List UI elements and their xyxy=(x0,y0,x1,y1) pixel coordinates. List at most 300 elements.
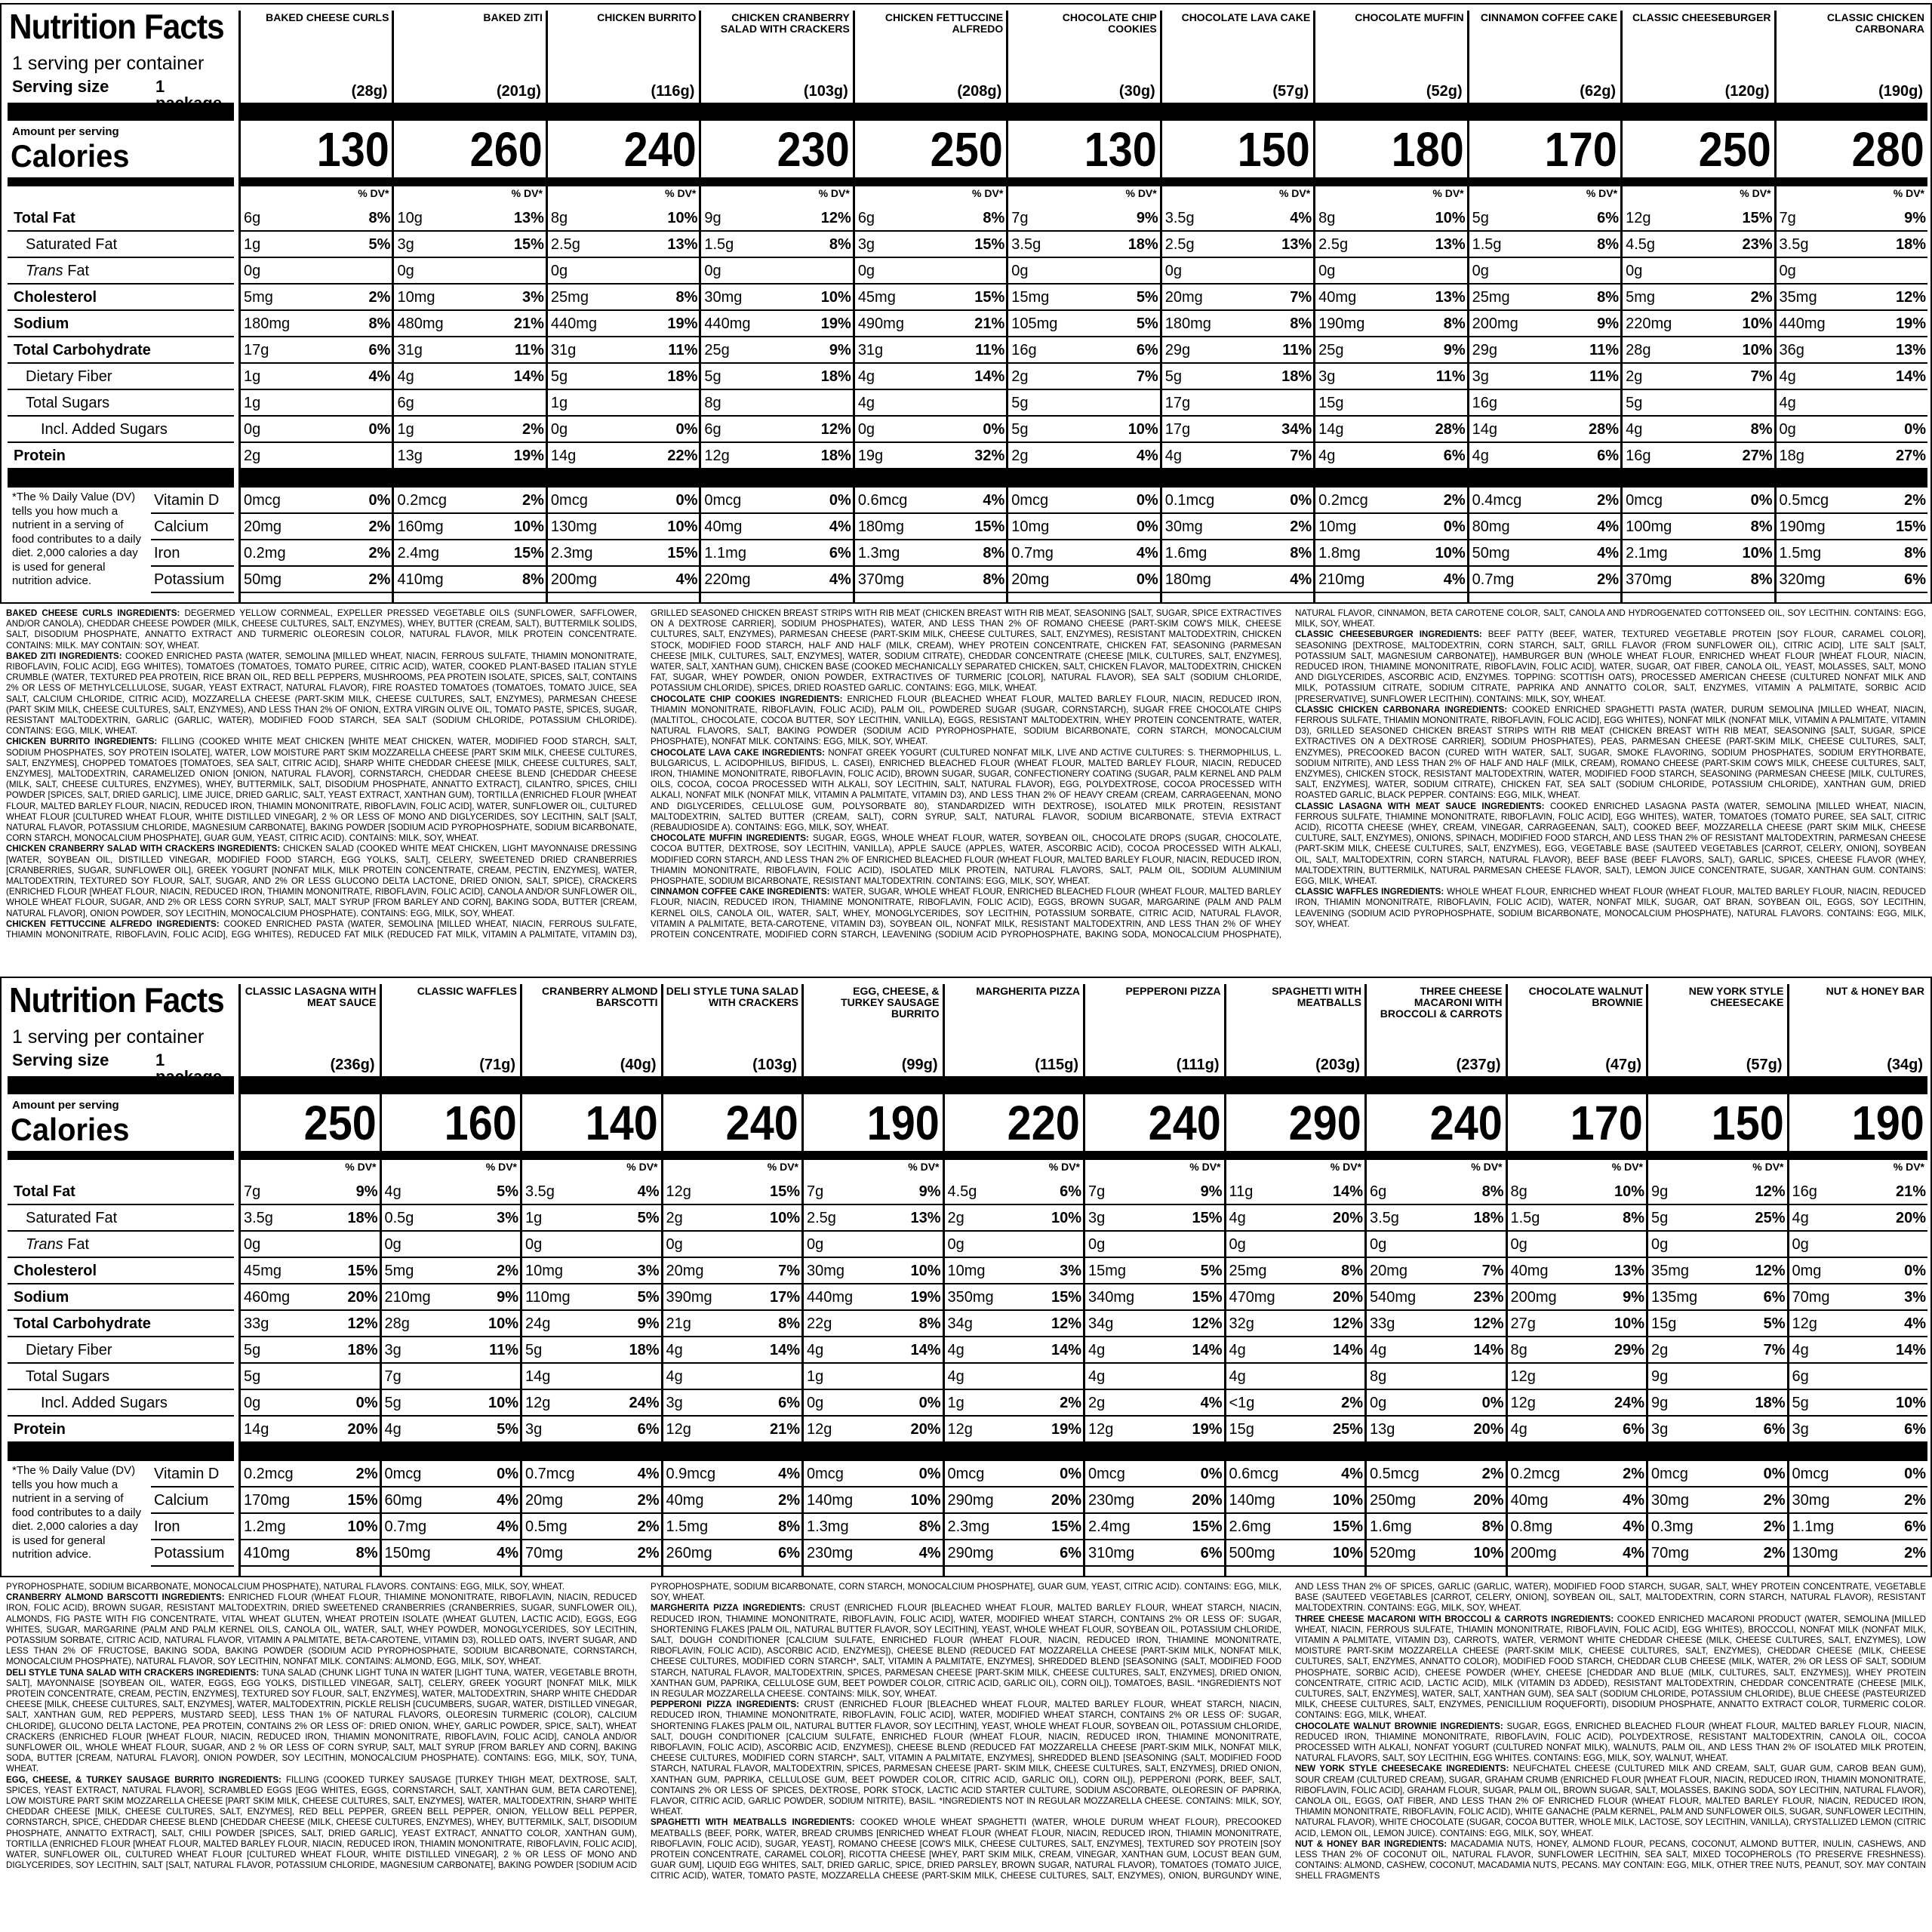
nutrient-value-row xyxy=(1648,1514,1787,1540)
ingredient-paragraph xyxy=(651,833,1281,887)
percent-dv: 12% xyxy=(1473,1315,1504,1332)
serving-weight: (111g) xyxy=(1176,1057,1220,1073)
percent-dv: 13% xyxy=(1435,236,1466,253)
nutrient-value-row xyxy=(1367,1284,1506,1311)
amount: 15g xyxy=(1318,395,1344,411)
nutrient-value-row xyxy=(1226,1232,1365,1258)
vitamin-label: Vitamin D xyxy=(154,1466,220,1482)
percent-dv: 12% xyxy=(820,210,851,226)
percent-dv: 9% xyxy=(1136,210,1158,226)
amount: 5g xyxy=(1626,395,1643,411)
percent-dv: 9% xyxy=(497,1289,518,1306)
product-column xyxy=(1774,11,1927,602)
serving-weight: (99g) xyxy=(901,1057,938,1073)
dv-header: % DV* xyxy=(1048,1161,1080,1173)
product-column xyxy=(1364,984,1506,1576)
amount: 10g xyxy=(397,210,423,226)
percent-dv: 8% xyxy=(983,571,1005,588)
product-name: CHOCOLATE MUFFIN xyxy=(1355,12,1464,23)
nutrient-value-row xyxy=(382,1487,521,1514)
nutrient-value-row xyxy=(945,1514,1084,1540)
nutrient-label: Trans Fat xyxy=(26,1236,90,1253)
nutrient-value-row xyxy=(1789,1337,1928,1364)
percent-dv: 6% xyxy=(1763,1289,1786,1306)
vitamin-label: Calcium xyxy=(154,1492,209,1509)
percent-dv: 2% xyxy=(522,492,544,509)
nutrient-value-row xyxy=(1008,258,1159,285)
nutrient-value-row xyxy=(1008,390,1159,417)
amount: 7g xyxy=(1011,210,1029,226)
percent-dv: 0% xyxy=(675,421,698,438)
nutrient-value-row xyxy=(945,1205,1084,1232)
serving-weight: (57g) xyxy=(1272,83,1309,100)
product-column xyxy=(1646,984,1787,1576)
nutrient-value-row xyxy=(394,417,545,443)
amount: 0.7mg xyxy=(1472,571,1515,588)
amount: 27g xyxy=(1510,1315,1536,1332)
nutrient-value-row xyxy=(663,1461,802,1487)
ingredient-paragraph xyxy=(1295,705,1926,801)
percent-dv: 10% xyxy=(513,518,544,535)
nutrient-value-row xyxy=(1008,540,1159,567)
nutrient-label-row xyxy=(8,1337,234,1364)
nutrient-value-row xyxy=(1162,337,1313,364)
nutrient-label: Incl. Added Sugars xyxy=(41,421,168,438)
amount: 0.2mcg xyxy=(244,1466,294,1482)
percent-dv: 8% xyxy=(983,545,1005,561)
percent-dv: 13% xyxy=(1435,289,1466,306)
nutrient-value-row xyxy=(855,232,1006,258)
dv-header: % DV* xyxy=(626,1161,658,1173)
percent-dv: 10% xyxy=(910,1263,941,1279)
amount: 220mg xyxy=(1626,315,1672,332)
percent-dv: 4% xyxy=(829,518,851,535)
percent-dv: 14% xyxy=(1332,1183,1363,1200)
percent-dv: 3% xyxy=(522,289,544,306)
nutrient-label: Total Fat xyxy=(14,1183,75,1200)
product-column xyxy=(943,984,1084,1576)
amount: 13g xyxy=(1370,1421,1395,1438)
serving-weight: (208g) xyxy=(957,83,1002,100)
ingredient-heading: NUT & HONEY BAR INGREDIENTS: xyxy=(1295,1838,1447,1849)
percent-dv: 18% xyxy=(629,1342,660,1358)
thick-rule xyxy=(1226,1443,1365,1461)
percent-dv: 6% xyxy=(1904,1421,1926,1438)
thick-rule xyxy=(1648,1076,1787,1094)
amount: 0g xyxy=(550,263,568,279)
amount: 16g xyxy=(1626,448,1651,464)
percent-dv: 10% xyxy=(1435,545,1466,561)
amount: 28g xyxy=(1626,342,1651,358)
percent-dv: 2% xyxy=(368,571,391,588)
amount: 1.1mg xyxy=(704,545,746,561)
ingredient-heading: SPAGHETTI WITH MEATBALLS INGREDIENTS: xyxy=(651,1817,855,1828)
nutrient-value-row xyxy=(1315,514,1466,540)
thick-rule xyxy=(701,469,852,488)
amount: 15mg xyxy=(1011,289,1050,306)
percent-dv: 5% xyxy=(637,1210,660,1226)
nutrient-value-row xyxy=(701,443,852,469)
amount: 3.5g xyxy=(525,1183,555,1200)
nutrient-value-row xyxy=(855,390,1006,417)
percent-dv: 9% xyxy=(918,1183,941,1200)
nutrient-value-row xyxy=(1648,1258,1787,1284)
calories-value: 250 xyxy=(931,122,1004,177)
nutrient-value-row xyxy=(548,311,699,337)
nutrient-value-row xyxy=(241,443,392,469)
serving-weight: (115g) xyxy=(1035,1057,1078,1073)
nutrient-value-row xyxy=(1226,1258,1365,1284)
percent-dv: 20% xyxy=(1051,1492,1081,1509)
amount: 220mg xyxy=(704,571,751,588)
amount: 2g xyxy=(1011,368,1029,385)
amount: 1.8mg xyxy=(1318,545,1361,561)
percent-dv: 8% xyxy=(1341,1263,1363,1279)
amount: 1.6mg xyxy=(1164,545,1208,561)
nutrient-value-row xyxy=(945,1487,1084,1514)
nutrient-label: Total Sugars xyxy=(26,395,110,411)
product-name: EGG, CHEESE, & TURKEY SAUSAGE BURRITO xyxy=(841,986,940,1020)
product-name: MARGHERITA PIZZA xyxy=(976,986,1080,997)
nutrient-value-row xyxy=(855,205,1006,232)
amount: 7g xyxy=(384,1368,401,1385)
percent-dv: 18% xyxy=(820,448,851,464)
ingredient-text: COOKED ENRICHED MACARONI PRODUCT (WATER, SEMOLINA [MILLED WHEAT, NIACIN, FERROUS SULFATE, THIAMIN MONONITRATE, RIBOFLAVIN, FOLIC ACID], EGG WHITES), BROCCOLI, NONFAT MILK (NONFAT MILK, VITAMIN A PALMITATE, VITAMIN D3), CARROTS, WATER, VERMONT WHITE CHEDDAR CHEESE (MILK, CHEESE CULTURES, SALT, ENZYMES), LOW MOISTURE PART-SKIM MOZZARELLA CHEESE (PART-SKIM MILK, CHEESE CULTURES, SALT, ENZYMES), CHEDDAR CHEESE (MILK, CHEESE CULTURES, SALT, ENZYMES, ANNATTO COLOR), MODIFIED FOOD STARCH, CHEDDAR CLUB CHEESE (MILK, WATER, 2% OR LESS OF SALT, SODIUM PHOSPHATE, SORBIC ACID), CHEESE POWDER (WHEY, CHEESE [CHEDDAR AND BLUE (MILK, CULTURES, SALT, ENZYMES)], WHEY PROTEIN CONCENTRATE, CITRIC ACID, LACTIC ACID), MILK (VITAMIN D3 ADDED), RESISTANT MALTODEXTRIN, CHEDDAR CONCENTRATE (CHEESE [MILK, CULTURES, SALT, ENZYMES], WATER, SALT, XANTHAN GUM), SEA SALT (SODIUM CHLORIDE, POTASSIUM CHLORIDE), BLUE CHEESE (PASTEURIZED MILK, CHEESE CULTURES, SALT, ENZYMES, PENICILLIUM ROQUEFORTI), DISODIUM PHOSPHATE, ANNATTO EXTRACT COLOR, TURMERIC COLOR. CONTAINS: EGG, MILK, WHEAT. xyxy=(1295,1614,1926,1721)
nutrient-value-row xyxy=(945,1417,1084,1443)
nutrient-value-row xyxy=(1789,1284,1928,1311)
product-column xyxy=(1313,11,1466,602)
percent-dv: 19% xyxy=(1051,1421,1081,1438)
nutrient-label-row xyxy=(8,311,234,337)
amount: 2g xyxy=(1011,448,1029,464)
percent-dv: 6% xyxy=(1597,448,1620,464)
product-column xyxy=(392,11,545,602)
percent-dv: 28% xyxy=(1435,421,1466,438)
ingredient-text: BEEF PATTY (BEEF, WATER, TEXTURED VEGETABLE PROTEIN [SOY FLOUR, CARAMEL COLOR], SEASONING [DEXTROSE, MALTODEXTRIN, CORN STARCH, SALT, GRILL FLAVOR (FROM SUNFLOWER OIL), CITRIC ACID], LITE SALT [SALT, POTASSIUM SALT, MAGNESIUM CARBONATE]), HAMBURGER BUN (WHOLE WHEAT FLOUR, ENRICHED WHEAT FLOUR [WHEAT FLOUR, NIACIN, REDUCED IRON, THIAMINE MONONITRATE, RIBOFLAVIN, FOLIC ACID], WATER, SUGAR, OAT FIBER, CANOLA OIL, YEAST, MOLASSES, SALT, MONO AND DIGLYCERIDES, ASCORBIC ACID, ENZYMES. TOPPING: SCOTTISH OATS), PROCESSED AMERICAN CHEESE (CULTURED NONFAT MILK AND MILK, POTASSIUM CITRATE, SODIUM CITRATE, PAPRIKA AND ANNATTO COLOR, SALT, ENZYMES, VITAMIN A PALMITATE, SORBIC ACID [PRESERVATIVE], SUNFLOWER LECITHIN). CONTAINS: MILK, SOY, WHEAT. xyxy=(1295,629,1926,704)
nutrient-value-row xyxy=(548,205,699,232)
ingredients-bottom xyxy=(6,1582,1926,1929)
amount: 390mg xyxy=(666,1289,712,1306)
amount: 10mg xyxy=(397,289,435,306)
nutrient-value-row xyxy=(394,337,545,364)
ingredient-paragraph xyxy=(651,748,1281,834)
calories-value: 240 xyxy=(1148,1096,1221,1150)
percent-dv: 2% xyxy=(1763,1518,1786,1535)
dv-header: % DV* xyxy=(1893,187,1924,199)
amount: 2.4mg xyxy=(1088,1518,1131,1535)
panel-title: Nutrition Facts xyxy=(9,7,224,46)
product-name: BAKED ZITI xyxy=(483,12,543,23)
ingredient-text: FILLING (COOKED TURKEY SAUSAGE [TURKEY THIGH MEAT, DEXTROSE, SALT, SPICES, YEAST EXTRACT, NATURAL FLAVOR], SCRAMBLED EGGS [EGG WHITES, EGGS, CORNSTARCH, SALT, XANTHAN GUM, BETA CAROTENE], LOW MOISTURE PART SKIM MOZZARELLA CHEESE [PART SKIM MILK, CHEESE CULTURES, SALT, ENZYMES], WATER, MALTODEXTRIN, SHARP WHITE CHEDDAR CHEESE [MILK, CHEESE CULTURES, SALT, ENZYMES], RED BELL PEPPER, GREEN BELL PEPPER, ONION, YELLOW BELL PEPPER, CORNSTARCH, SPICE, CHEDDAR CHEESE BLEND [CHEDDAR CHEESE (MILK, CHEESE CULTURES, ENZYMES), WHEY, BUTTERMILK, SALT, DISODIUM PHOSPHATE, ANNATTO EXTRACT], SALT, CHILI POWDER [SPICES, SALT, DRIED GARLIC], YEAST EXTRACT, ANNATTO COLOR, XANTHAN GUM), TORTILLA (ENRICHED FLOUR [WHEAT FLOUR, MALTED BARLEY FLOUR, NIACIN, REDUCED IRON, THIAMIN MONONITRATE, RIBOFLAVIN, FOLIC ACID], WATER, SUNFLOWER OIL, CULTURED WHEAT FLOUR [CULTURED WHEAT FLOUR, WHITE DISTILLED VINEGAR], 2 % OR LESS OF MONO AND DIGLYCERIDES, SOY LECITHIN, SALT [SALT, NATURAL FLAVOR, POTASSIUM CHLORIDE, MAGNESIUM CARBONATE], BAKING POWDER [SODIUM ACID PYROPHOSPHATE, SODIUM BICARBONATE, CORN STARCH, MONOCALCIUM PHOSPHATE], GUAR GUM, YEAST, CITRIC ACID). CONTAINS: EGG, MILK, SOY, WHEAT. xyxy=(6,1582,1281,1871)
vitamin-label: Iron xyxy=(154,1518,180,1535)
nutrient-value-row xyxy=(1508,1364,1647,1390)
amount: 15g xyxy=(1651,1315,1677,1332)
nutrient-value-row xyxy=(382,1364,521,1390)
amount: 180mg xyxy=(244,315,291,332)
serving-weight: (116g) xyxy=(651,83,695,100)
thick-rule xyxy=(1162,103,1313,121)
amount: 4g xyxy=(1164,448,1182,464)
serving-weight: (190g) xyxy=(1878,83,1923,100)
amount: 540mg xyxy=(1370,1289,1417,1306)
nutrient-value-row xyxy=(394,443,545,469)
dv-header: % DV* xyxy=(1432,187,1464,199)
percent-dv: 8% xyxy=(368,210,391,226)
percent-dv: 4% xyxy=(637,1466,660,1482)
percent-dv: 6% xyxy=(1136,342,1158,358)
medium-rule xyxy=(394,177,545,186)
percent-dv: 10% xyxy=(1895,1395,1926,1411)
amount: 1g xyxy=(550,395,568,411)
calories-value: 170 xyxy=(1544,122,1618,177)
vitamin-label-row xyxy=(151,488,234,514)
ingredient-heading: CLASSIC LASAGNA WITH MEAT SAUCE INGREDIENTS: xyxy=(1295,801,1545,811)
nutrient-value-row xyxy=(382,1232,521,1258)
percent-dv: 15% xyxy=(513,545,544,561)
percent-dv: 19% xyxy=(1192,1421,1223,1438)
nutrient-value-row xyxy=(804,1540,943,1567)
percent-dv: 14% xyxy=(513,368,544,385)
percent-dv: 15% xyxy=(513,236,544,253)
nutrient-value-row xyxy=(548,232,699,258)
percent-dv: 7% xyxy=(1481,1263,1504,1279)
thick-rule xyxy=(1162,469,1313,488)
amount: 5mg xyxy=(1626,289,1655,306)
percent-dv: 0% xyxy=(1904,421,1926,438)
percent-dv: 15% xyxy=(1742,210,1773,226)
thick-rule xyxy=(804,1076,943,1094)
nutrient-value-row xyxy=(241,1461,380,1487)
amount: 6g xyxy=(397,395,414,411)
amount: 20mg xyxy=(666,1263,704,1279)
dv-header: % DV* xyxy=(358,187,389,199)
nutrient-value-row xyxy=(1789,1390,1928,1417)
amount: 1.5g xyxy=(1472,236,1502,253)
percent-dv: 7% xyxy=(778,1263,800,1279)
percent-dv: 27% xyxy=(1895,448,1926,464)
nutrient-value-row xyxy=(382,1514,521,1540)
nutrient-value-row xyxy=(1008,232,1159,258)
thick-rule xyxy=(1789,1443,1928,1461)
serving-weight: (62g) xyxy=(1580,83,1617,100)
amount: 440mg xyxy=(704,315,751,332)
amount: 0mcg xyxy=(550,492,588,509)
vitamin-label: Potassium xyxy=(154,1545,225,1561)
amount: 0mcg xyxy=(1792,1466,1829,1482)
thick-rule xyxy=(1469,103,1620,121)
percent-dv: 10% xyxy=(488,1315,518,1332)
nutrient-value-row xyxy=(1162,390,1313,417)
nutrient-label-row xyxy=(8,1179,234,1205)
amount: 12g xyxy=(1510,1395,1536,1411)
amount: 3g xyxy=(857,236,875,253)
nutrient-value-row xyxy=(663,1311,802,1337)
amount: 0.7mcg xyxy=(525,1466,575,1482)
percent-dv: 22% xyxy=(667,448,698,464)
nutrient-label-row xyxy=(8,1364,234,1390)
percent-dv: 10% xyxy=(1128,421,1158,438)
amount: 0.2mcg xyxy=(397,492,448,509)
nutrient-value-row xyxy=(548,443,699,469)
amount: 6g xyxy=(704,421,721,438)
percent-dv: 23% xyxy=(1742,236,1773,253)
nutrient-value-row xyxy=(1789,1417,1928,1443)
product-column xyxy=(1160,11,1313,602)
percent-dv: 7% xyxy=(1750,368,1773,385)
percent-dv: 10% xyxy=(347,1518,378,1535)
nutrient-value-row xyxy=(241,1337,380,1364)
nutrient-value-row xyxy=(945,1461,1084,1487)
amount: 60mg xyxy=(384,1492,423,1509)
nutrient-value-row xyxy=(1469,232,1620,258)
nutrient-value-row xyxy=(1789,1258,1928,1284)
percent-dv: 6% xyxy=(778,1545,800,1561)
nutrient-value-row xyxy=(1469,390,1620,417)
amount: 2.5g xyxy=(1318,236,1349,253)
nutrient-label-row xyxy=(8,205,234,232)
amount: 410mg xyxy=(244,1545,291,1561)
amount: 4g xyxy=(1088,1342,1106,1358)
percent-dv: 8% xyxy=(1750,421,1773,438)
percent-dv: 15% xyxy=(1051,1289,1081,1306)
ingredient-text: COOKED ENRICHED SPAGHETTI PASTA (WATER, DURUM SEMOLINA [MILLED WHEAT, NIACIN, FERROUS SULFATE, THIAMIN MONONITRATE, RIBOFLAVIN, FOLIC ACID], EGG WHITES), NONFAT MILK (NONFAT MILK, VITAMIN A PALMITATE, VITAMIN D3), GRILLED SEASONED CHICKEN BREAST STRIPS WITH RIB MEAT (CHICKEN BREAST WITH RIB MEAT, SEASONING [SALT, SUGAR, SPICE EXTRACTIVES ON A DEXTROSE CARRIER], SODIUM PHOSPHATES), PEAS, PARMESAN CHEESE (PART-SKIM MILK, CHEESE CULTURES, SALT, ENZYMES), PRECOOKED BACON (CURED WITH WATER, SALT, SUGAR, SMOKE FLAVORING, SODIUM PHOSPHATES, SODIUM ERYTHORBATE, SODIUM NITRITE), AND LESS THAN 2% OF HALF AND HALF (MILK, CREAM), ROMANO CHEESE (PART-SKIM COW'S MILK, CHEESE CULTURES, SALT, ENZYMES), CHICKEN STOCK, RESISTANT MALTODEXTRIN, WATER, MODIFIED FOOD STARCH, SEASONING (PARMESAN CHEESE [MILK, CULTURES, SALT, ENZYMES], WATER, SODIUM CITRATE), CHICKEN FAT, SEA SALT (SODIUM CHLORIDE, POTASSIUM CHLORIDE), XANTHAN GUM, DRIED ROASTED GARLIC, BLACK PEPPER. CONTAINS: EGG, MILK, WHEAT. xyxy=(1295,704,1926,801)
nutrient-label: Saturated Fat xyxy=(26,236,118,253)
nutrient-value-row xyxy=(701,390,852,417)
ingredient-paragraph xyxy=(1295,887,1926,930)
thick-rule xyxy=(382,1076,521,1094)
product-name: CHOCOLATE WALNUT BROWNIE xyxy=(1528,986,1643,1008)
ingredient-text: ENRICHED FLOUR (WHEAT FLOUR, THIAMINE MONONITRATE, RIBOFLAVIN, NIACIN, REDUCED IRON, FOLIC ACID), BROWN SUGAR, RESISTANT MALTODEXTRIN, DRIED SWEETENED CRANBERRIES (CRANBERRIES, SUGAR, SUNFLOWER OIL), ALMONDS, FIG PASTE WITH FIG CONCENTRATE, VITAL WHEAT GLUTEN, WHEAT PROTEIN ISOLATE (WHEAT GLUTEN, LACTIC ACID), EGGS, EGG WHITES, SUGAR, MARGARINE (PALM AND PALM KERNEL OILS, CANOLA OIL, WATER, SALT, WHEY POWDER, MONOGLYCERIDES, SOY LECITHIN, POTASSIUM SORBATE, CITRIC ACID, NATURAL FLAVOR, VITAMIN A PALMITATE, BETA-CAROTENE, VITAMIN D3), ROLLED OATS, INVERT SUGAR, AND LESS THAN 2% OF FRUCTOSE, BAKING SODA, BAKING POWDER (SODIUM ACID PYROPHOSPHATE, SODIUM BICARBONATE, CORNSTARCH, MONOCALCIUM PHOSPHATE), NATURAL FLAVOR, SOY LECITHIN, NONFAT MILK. CONTAINS: ALMOND, EGG, MILK, SOY, WHEAT. xyxy=(6,1592,637,1667)
nutrient-value-row xyxy=(701,567,852,593)
footnote: *The % Daily Value (DV) tells you how much a nutrient in a serving of food contributes to a daily diet. 2,000 calories a day is used for general nutrition advice. xyxy=(12,491,141,587)
amount: 40mg xyxy=(1510,1492,1549,1509)
amount: 490mg xyxy=(857,315,904,332)
amount: 4g xyxy=(947,1368,964,1385)
nutrient-value-row xyxy=(1085,1179,1224,1205)
nutrient-value-row xyxy=(804,1205,943,1232)
percent-dv: 0% xyxy=(1443,518,1466,535)
calories-value: 220 xyxy=(1007,1096,1080,1150)
nutrient-value-row xyxy=(1226,1179,1365,1205)
medium-rule xyxy=(1789,1151,1928,1160)
nutrient-value-row xyxy=(804,1337,943,1364)
percent-dv: 11% xyxy=(1589,368,1620,385)
percent-dv: 4% xyxy=(983,492,1005,509)
amount: 0g xyxy=(1318,263,1336,279)
vitamin-label-row xyxy=(151,1540,234,1567)
nutrient-value-row xyxy=(804,1179,943,1205)
nutrient-value-row xyxy=(1367,1311,1506,1337)
amount: 24g xyxy=(525,1315,551,1332)
product-column xyxy=(238,11,392,602)
nutrient-value-row xyxy=(855,258,1006,285)
ingredient-heading: CINNAMON COFFEE CAKE INGREDIENTS: xyxy=(651,887,830,897)
percent-dv: 4% xyxy=(1136,545,1158,561)
percent-dv: 19% xyxy=(513,448,544,464)
amount: 110mg xyxy=(525,1289,571,1306)
percent-dv: 18% xyxy=(667,368,698,385)
nutrient-value-row xyxy=(663,1514,802,1540)
percent-dv: 12% xyxy=(1755,1263,1786,1279)
thick-rule xyxy=(1367,1443,1506,1461)
amount: 3.5g xyxy=(1370,1210,1399,1226)
amount: 11g xyxy=(1229,1183,1254,1200)
percent-dv: 8% xyxy=(1443,315,1466,332)
nutrient-value-row xyxy=(1777,337,1927,364)
nutrient-label: Cholesterol xyxy=(14,289,97,306)
nutrient-value-row xyxy=(394,258,545,285)
amount: 0.5mcg xyxy=(1779,492,1829,509)
amount: 21g xyxy=(666,1315,691,1332)
nutrient-value-row xyxy=(1623,258,1774,285)
dv-header: % DV* xyxy=(1125,187,1157,199)
nutrient-value-row xyxy=(382,1284,521,1311)
amount: 0mcg xyxy=(1088,1466,1125,1482)
amount: 12g xyxy=(947,1421,973,1438)
percent-dv: 15% xyxy=(974,518,1005,535)
medium-rule xyxy=(8,177,234,186)
amount: 10mg xyxy=(1318,518,1357,535)
percent-dv: 14% xyxy=(1895,368,1926,385)
nutrient-label-row xyxy=(8,232,234,258)
amount: 1.5mg xyxy=(1779,545,1822,561)
label-column xyxy=(8,7,234,602)
nutrient-value-row xyxy=(522,1417,661,1443)
percent-dv: 8% xyxy=(368,315,391,332)
amount: 4g xyxy=(397,368,414,385)
ingredient-heading: DELI STYLE TUNA SALAD WITH CRACKERS INGREDIENTS: xyxy=(6,1667,260,1678)
nutrient-value-row xyxy=(1777,540,1927,567)
percent-dv: 32% xyxy=(974,448,1005,464)
amount: 260mg xyxy=(666,1545,712,1561)
amount: 0g xyxy=(244,1236,261,1253)
nutrient-value-row xyxy=(1469,285,1620,311)
thick-rule xyxy=(804,1443,943,1461)
product-name: BAKED CHEESE CURLS xyxy=(266,12,389,23)
nutrient-value-row xyxy=(1623,514,1774,540)
ingredient-heading: EGG, CHEESE, & TURKEY SAUSAGE BURRITO INGREDIENTS: xyxy=(6,1774,281,1785)
percent-dv: 0% xyxy=(829,492,851,509)
amount: 5g xyxy=(1011,395,1029,411)
percent-dv: 24% xyxy=(629,1395,660,1411)
product-name: NUT & HONEY BAR xyxy=(1826,986,1924,997)
amount: 100mg xyxy=(1626,518,1672,535)
nutrient-value-row xyxy=(1367,1337,1506,1364)
medium-rule xyxy=(382,1151,521,1160)
amount: 0g xyxy=(857,421,875,438)
amount: 0g xyxy=(1626,263,1643,279)
amount: 6g xyxy=(244,210,261,226)
medium-rule xyxy=(855,177,1006,186)
ingredients-top xyxy=(6,608,1926,974)
amount: 70mg xyxy=(1792,1289,1830,1306)
nutrient-value-row xyxy=(1162,488,1313,514)
amount: 0g xyxy=(244,1395,261,1411)
nutrient-value-row xyxy=(1367,1390,1506,1417)
amount: 140mg xyxy=(1229,1492,1275,1509)
percent-dv: 5% xyxy=(497,1183,518,1200)
medium-rule xyxy=(1469,177,1620,186)
percent-dv: 21% xyxy=(974,315,1005,332)
amount: 1g xyxy=(244,395,261,411)
nutrient-value-row xyxy=(241,1284,380,1311)
percent-dv: 28% xyxy=(1589,421,1620,438)
nutrient-label: Cholesterol xyxy=(14,1263,97,1279)
amount: 30mg xyxy=(1651,1492,1690,1509)
product-column xyxy=(1224,984,1365,1576)
amount: 1.3mg xyxy=(807,1518,849,1535)
nutrient-value-row xyxy=(1085,1390,1224,1417)
